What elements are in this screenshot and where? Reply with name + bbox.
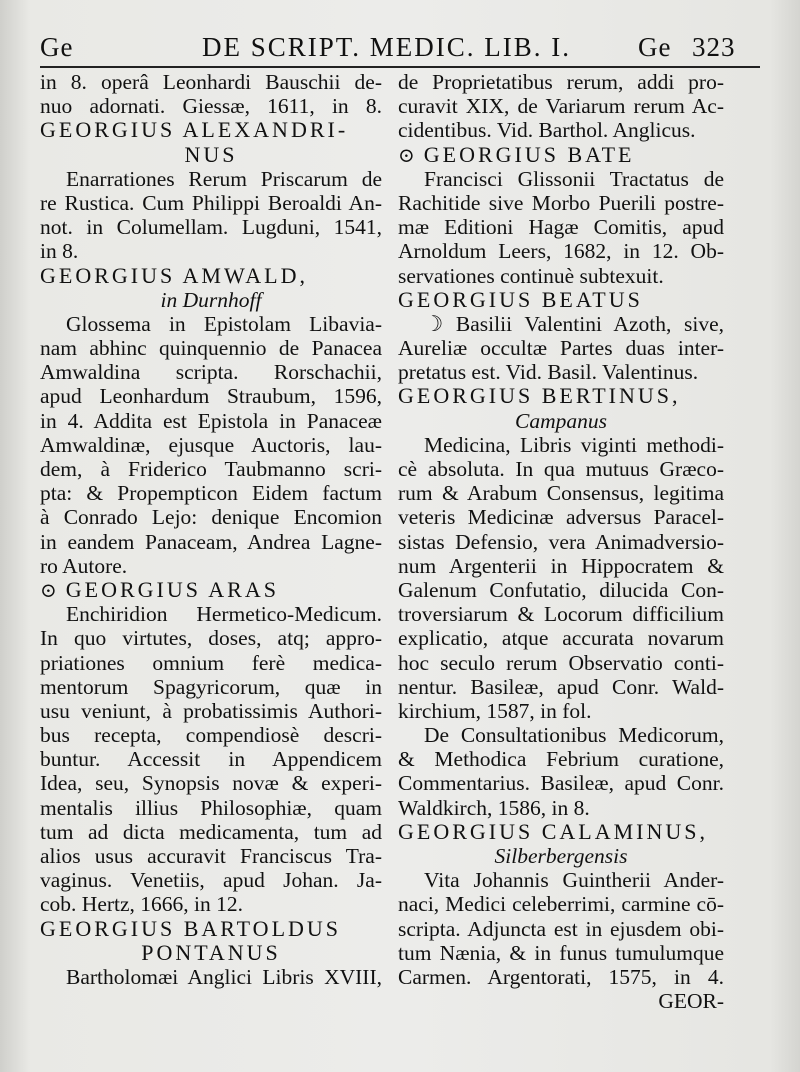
text-line: curavit XIX, de Variarum rerum Ac- bbox=[398, 94, 724, 119]
entry-heading bbox=[398, 143, 724, 167]
text-line: bus recepta, compendiosè descri- bbox=[40, 723, 382, 748]
annotation-mark: ⊙ bbox=[40, 579, 60, 602]
entry-heading bbox=[398, 288, 724, 312]
text-line: Galenum Confutatio, dilucida Con- bbox=[398, 577, 724, 602]
text-line: explicatio, atque accurata novarum bbox=[398, 626, 724, 651]
text-line: servationes continuè subtexuit. bbox=[398, 263, 664, 288]
text-line: dem, à Friderico Taubmanno scri- bbox=[40, 457, 382, 481]
text-line: alios usus accuravit Franciscus Tra- bbox=[40, 844, 382, 868]
text-line: kirchium, 1587, in fol. bbox=[398, 698, 592, 723]
text-line: à Conrado Lejo: denique Encomion bbox=[40, 505, 382, 530]
text-line: Amwaldina scripta. Rorschachii, bbox=[40, 360, 382, 385]
text-line: re Rustica. Cum Philippi Beroaldi An- bbox=[40, 190, 382, 215]
entry-heading bbox=[40, 941, 382, 965]
entry-heading-text: GEORGIUS BARTOLDUS bbox=[40, 915, 342, 941]
catchword: GEOR- bbox=[658, 989, 724, 1014]
text-line: Amwaldinæ, ejusque Auctoris, lau- bbox=[40, 432, 382, 457]
text-line: sistas Defensio, vera Animadversio- bbox=[398, 529, 724, 554]
entry-heading bbox=[40, 143, 382, 167]
entry-place: in Durnhoff bbox=[160, 287, 262, 312]
entry-heading bbox=[40, 118, 382, 142]
text-line: mentalis illius Philosophiæ, quam bbox=[40, 795, 382, 820]
text-line: In quo virtutes, doses, atq; appro- bbox=[40, 626, 382, 651]
entry-place: Campanus bbox=[515, 408, 607, 433]
text-line: tum Nænia, & in funus tumulumque bbox=[398, 940, 724, 965]
running-head-title: DE SCRIPT. MEDIC. LIB. I. bbox=[202, 32, 572, 62]
text-line: cob. Hertz, 1666, in 12. bbox=[40, 892, 244, 917]
text-line: veteris Medicinæ adversus Paracel- bbox=[398, 505, 724, 530]
text-line: cidentibus. Vid. Barthol. Anglicus. bbox=[398, 118, 696, 143]
text-line: in eandem Panaceam, Andrea Lagne- bbox=[40, 529, 382, 554]
entry-heading bbox=[40, 917, 382, 941]
text-line: Aureliæ occultæ Partes duas inter- bbox=[398, 336, 724, 361]
text-line: pta: & Propempticon Eidem factum bbox=[40, 481, 382, 506]
text-line: Commentarius. Basileæ, apud Conr. bbox=[398, 771, 724, 796]
text-line: nentur. Basileæ, apud Conr. Wald- bbox=[398, 674, 724, 699]
text-line: troversiarum & Locorum difficilium bbox=[398, 602, 724, 627]
text-line: Medicina, Libris viginti methodi- bbox=[424, 432, 724, 457]
header-rule bbox=[40, 66, 760, 68]
running-head-left: Ge bbox=[40, 32, 74, 62]
text-line: Francisci Glissonii Tractatus de bbox=[424, 166, 724, 191]
right-column bbox=[398, 70, 724, 1013]
text-line: naci, Medici celeberrimi, carmine cō- bbox=[398, 892, 724, 917]
text-line: ro Autore. bbox=[40, 553, 128, 578]
running-head-right: Ge bbox=[638, 32, 672, 62]
text-line: nam abhinc quinquennio de Panacea bbox=[40, 336, 382, 361]
text-line: Vita Johannis Guintherii Ander- bbox=[424, 868, 724, 893]
text-line: mentorum Spagyricorum, quæ in bbox=[40, 674, 382, 699]
page-number: 323 bbox=[692, 32, 736, 62]
entry-heading-text: GEORGIUS ARAS bbox=[65, 576, 279, 602]
text-line: Glossema in Epistolam Libavia- bbox=[66, 311, 382, 336]
entry-heading bbox=[398, 384, 724, 408]
left-column bbox=[40, 70, 382, 989]
text-line: ☽ Basilii Valentini Azoth, sive, bbox=[424, 311, 724, 336]
text-line: pretatus est. Vid. Basil. Valentinus. bbox=[398, 360, 699, 385]
text-line: in 4. Addita est Epistola in Panaceæ bbox=[40, 408, 382, 433]
entry-heading-text: GEORGIUS BERTINUS, bbox=[398, 383, 681, 409]
entry-heading-text: GEORGIUS BATE bbox=[423, 141, 635, 167]
text-line: & Methodica Febrium curatione, bbox=[398, 747, 724, 772]
text-line: tum ad dicta medicamenta, tum ad bbox=[40, 819, 382, 844]
text-line: scripta. Adjuncta est in ejusdem obi- bbox=[398, 916, 724, 941]
entry-heading-text: GEORGIUS CALAMINUS, bbox=[398, 818, 709, 844]
text-line: priationes omnium ferè medica- bbox=[40, 650, 382, 675]
entry-heading-text: GEORGIUS BEATUS bbox=[398, 286, 643, 312]
text-line: mæ Editioni Hagæ Comitis, apud bbox=[398, 215, 724, 240]
text-line: Rachitide sive Morbo Puerili postre- bbox=[398, 190, 724, 215]
text-line: De Consultationibus Medicorum, bbox=[424, 723, 724, 748]
text-line: Enchiridion Hermetico-Medicum. bbox=[66, 602, 382, 627]
annotation-mark: ⊙ bbox=[398, 144, 418, 167]
text-line: in 8. bbox=[40, 239, 79, 264]
text-line: usu veniunt, à probatissimis Authori- bbox=[40, 698, 382, 723]
text-line: hoc seculo rerum Observatio conti- bbox=[398, 650, 724, 675]
text-line: not. in Columellam. Lugduni, 1541, bbox=[40, 215, 382, 240]
entry-heading-text: GEORGIUS ALEXANDRI- bbox=[40, 117, 349, 143]
entry-heading bbox=[40, 264, 382, 288]
text-line: Idea, seu, Synopsis novæ & experi- bbox=[40, 771, 382, 796]
text-line: in 8. operâ Leonhardi Bauschii de- bbox=[40, 70, 382, 94]
text-line: apud Leonhardum Straubum, 1596, bbox=[40, 384, 382, 409]
entry-heading-text: PONTANUS bbox=[141, 939, 281, 965]
text-line: Waldkirch, 1586, in 8. bbox=[398, 795, 590, 820]
text-line: num Argenterii in Hippocratem & bbox=[398, 553, 724, 578]
text-line: Enarrationes Rerum Priscarum de bbox=[66, 166, 382, 191]
text-line: Carmen. Argentorati, 1575, in 4. bbox=[398, 964, 724, 989]
entry-heading bbox=[398, 820, 724, 844]
text-line: cè absoluta. In qua mutuus Græco- bbox=[398, 457, 724, 481]
text-line: vaginus. Venetiis, apud Johan. Ja- bbox=[40, 868, 382, 893]
entry-heading-text: GEORGIUS AMWALD, bbox=[40, 262, 308, 288]
text-line: buntur. Accessit in Appendicem bbox=[40, 747, 382, 772]
text-line: nuo adornati. Giessæ, 1611, in 8. bbox=[40, 94, 382, 119]
running-head bbox=[40, 30, 760, 66]
text-line: rum & Arabum Consensus, legitima bbox=[398, 481, 724, 506]
text-line: Bartholomæi Anglici Libris XVIII, bbox=[66, 964, 382, 989]
entry-heading-text: NUS bbox=[184, 141, 238, 167]
text-line: Arnoldum Leers, 1682, in 12. Ob- bbox=[398, 239, 724, 264]
entry-place: Silberbergensis bbox=[494, 844, 628, 868]
entry-heading bbox=[40, 578, 382, 602]
text-line: de Proprietatibus rerum, addi pro- bbox=[398, 70, 724, 94]
